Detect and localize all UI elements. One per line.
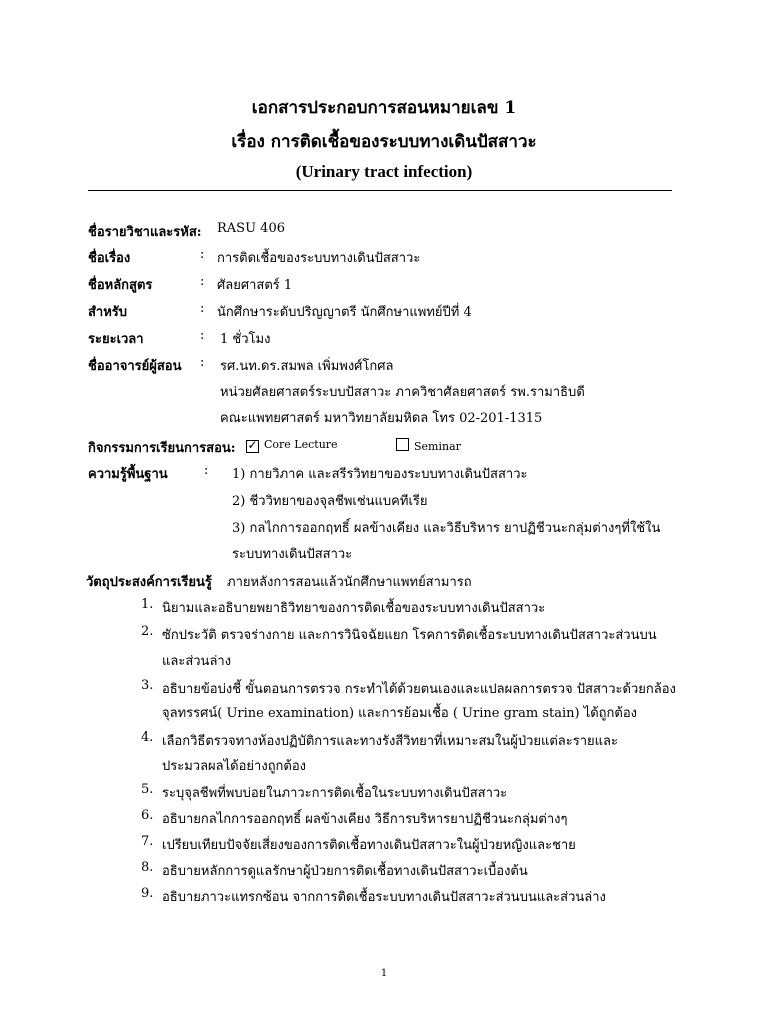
list-item-number: 1. <box>141 597 154 612</box>
colon: : <box>200 301 205 316</box>
document-subject: เรื่อง การติดเชื้อของระบบทางเดินปัสสาวะ <box>231 132 537 152</box>
objectives-intro: ภายหลังการสอนแล้วนักศึกษาแพทย์สามารถ <box>227 575 472 590</box>
objectives-label: วัตถุประสงค์การเรียนรู้ <box>86 575 212 590</box>
colon: : <box>200 355 205 370</box>
option-core-lecture-label: Core Lecture <box>264 438 338 451</box>
page-number: 1 <box>380 968 388 979</box>
prereq-item-3: 3) กลไกการออกฤทธิ์ ผลข้างเคียง และวิธีบริหาร ยาปฏิชีวนะกลุ่มต่างๆที่ใช้ใน <box>232 521 661 536</box>
instructor-name: รศ.นท.ดร.สมพล เพิ่มพงศ์โกศล <box>220 359 394 374</box>
prereq-item-3-continued: ระบบทางเดินปัสสาวะ <box>232 547 353 562</box>
list-item-text: ประมวลผลได้อย่างถูกต้อง <box>162 759 307 774</box>
unchecked-box-icon <box>396 438 409 451</box>
list-item-number: 9. <box>141 886 154 901</box>
list-item-text: อธิบายข้อบ่งชี้ ขั้นตอนการตรวจ กระทำได้ด้วยตนเองและแปลผลการตรวจ ปัสสาวะด้วยกล้อง <box>162 682 676 697</box>
list-item-number: 8. <box>141 860 154 875</box>
list-item-number: 4. <box>141 730 154 745</box>
prereq-label: ความรู้พื้นฐาน <box>88 467 168 482</box>
course-value: RASU 406 <box>217 221 285 236</box>
list-item-text: อธิบายกลไกการออกฤทธิ์ ผลข้างเคียง วิธีการบริหารยาปฏิชีวนะกลุ่มต่างๆ <box>162 812 568 827</box>
curriculum-value: ศัลยศาสตร์ 1 <box>217 278 293 293</box>
list-item-text: นิยามและอธิบายพยาธิวิทยาของการติดเชื้อของระบบทางเดินปัสสาวะ <box>162 601 546 616</box>
list-item-text: ระบุจุลชีพที่พบบ่อยในภาวะการติดเชื้อในระบบทางเดินปัสสาวะ <box>162 786 508 801</box>
colon: : <box>200 328 205 343</box>
topic-value: การติดเชื้อของระบบทางเดินปัสสาวะ <box>217 251 421 266</box>
header-divider <box>88 190 672 191</box>
list-item-text: และส่วนล่าง <box>162 654 232 669</box>
audience-label: สำหรับ <box>88 305 128 320</box>
option-core-lecture <box>246 437 338 452</box>
instructor-label: ชื่ออาจารย์ผู้สอน <box>88 359 182 374</box>
colon: : <box>200 247 205 262</box>
option-seminar <box>396 437 461 454</box>
duration-label: ระยะเวลา <box>88 332 144 347</box>
list-item-text: อธิบายภาวะแทรกซ้อน จากการติดเชื้อระบบทางเดินปัสสาวะส่วนบนและส่วนล่าง <box>162 890 606 905</box>
list-item-number: 6. <box>141 808 154 823</box>
topic-label: ชื่อเรื่อง <box>88 251 131 266</box>
prereq-item-1: 1) กายวิภาค และสรีรวิทยาของระบบทางเดินปัสสาวะ <box>232 467 528 482</box>
colon: : <box>200 274 205 289</box>
list-item-text: เปรียบเทียบปัจจัยเสี่ยงของการติดเชื้อทางเดินปัสสาวะในผู้ป่วยหญิงและชาย <box>162 838 576 853</box>
activities-label: กิจกรรมการเรียนการสอน: <box>88 441 236 456</box>
list-item-number: 2. <box>141 624 154 639</box>
checked-box-icon: ✓ <box>247 438 258 452</box>
option-seminar-label: Seminar <box>414 440 461 453</box>
course-label: ชื่อรายวิชาและรหัส: <box>88 225 202 240</box>
document-title: เอกสารประกอบการสอนหมายเลข 1 <box>251 98 517 118</box>
prereq-item-2: 2) ชีววิทยาของจุลชีพเช่นแบคทีเรีย <box>232 494 428 509</box>
document-subject-english: (Urinary tract infection) <box>295 162 473 181</box>
list-item-number: 5. <box>141 782 154 797</box>
list-item-text: จุลทรรศน์( Urine examination) และการย้อมเชื้อ ( Urine gram stain) ได้ถูกต้อง <box>162 706 638 721</box>
list-item-text: ซักประวัติ ตรวจร่างกาย และการวินิจฉัยแยก โรคการติดเชื้อระบบทางเดินปัสสาวะส่วนบน <box>162 628 657 643</box>
list-item-text: อธิบายหลักการดูแลรักษาผู้ป่วยการติดเชื้อทางเดินปัสสาวะเบื้องต้น <box>162 864 528 879</box>
instructor-unit: หน่วยศัลยศาสตร์ระบบปัสสาวะ ภาควิชาศัลยศาสตร์ รพ.รามาธิบดี <box>220 385 585 400</box>
list-item-number: 3. <box>141 678 154 693</box>
list-item-number: 7. <box>141 834 154 849</box>
colon: : <box>204 463 209 478</box>
instructor-affiliation: คณะแพทยศาสตร์ มหาวิทยาลัยมหิดล โทร 02-201-1315 <box>220 411 543 426</box>
list-item-text: เลือกวิธีตรวจทางห้องปฏิบัติการและทางรังสีวิทยาที่เหมาะสมในผู้ป่วยแต่ละรายและ <box>162 734 618 749</box>
audience-value: นักศึกษาระดับปริญญาตรี นักศึกษาแพทย์ปีที่ 4 <box>217 305 472 320</box>
curriculum-label: ชื่อหลักสูตร <box>88 278 153 293</box>
duration-value: 1 ชั่วโมง <box>220 332 271 347</box>
